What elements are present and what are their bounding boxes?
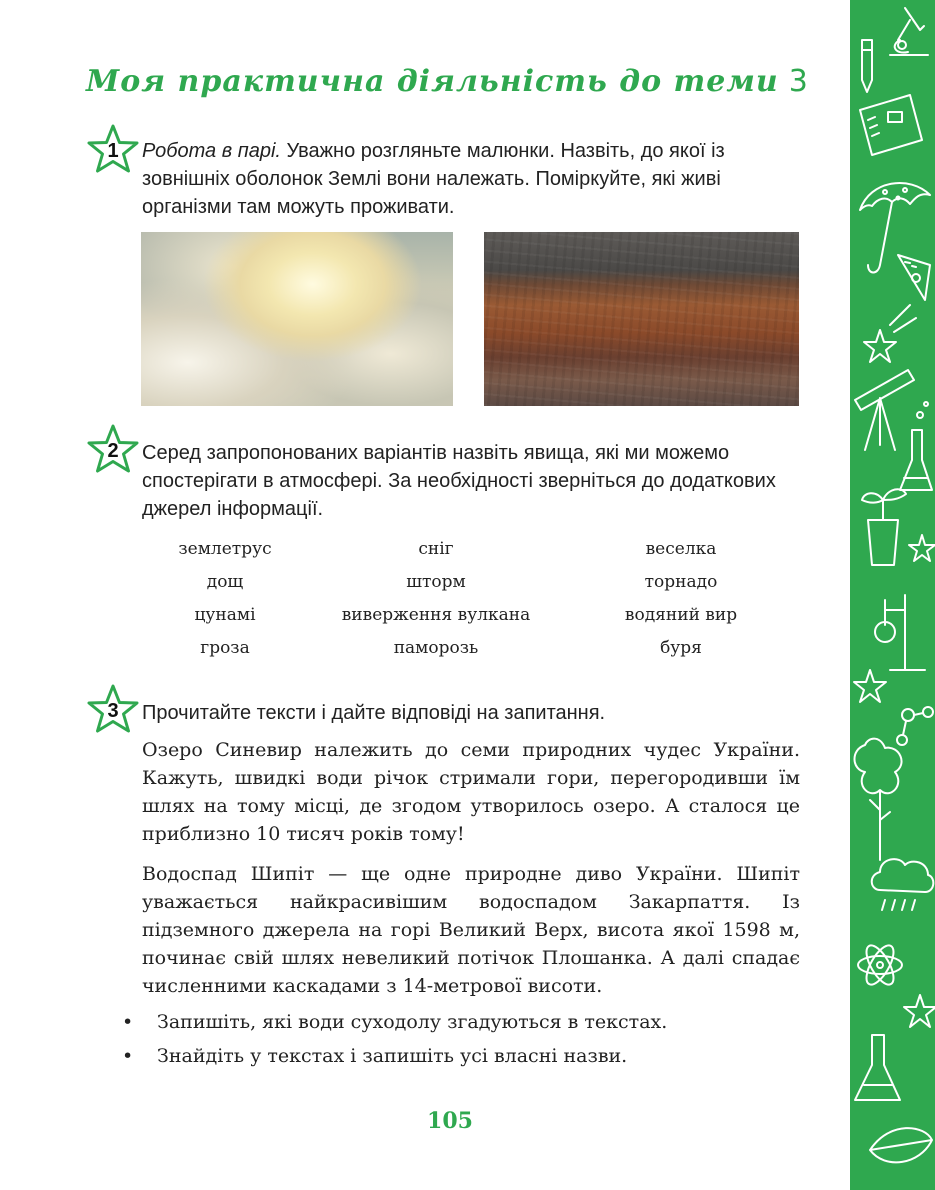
assignment-list <box>122 1008 667 1076</box>
task-1-number: 1 <box>107 140 119 162</box>
task-1-lead: Робота в парі. <box>142 140 281 162</box>
page-title-text: Моя практична діяльність до теми <box>86 64 779 99</box>
phenomenon: паморозь <box>393 637 479 658</box>
bullet: • <box>122 1011 134 1033</box>
star-icon <box>854 670 886 702</box>
star-icon <box>904 995 935 1027</box>
atom-icon <box>858 941 902 988</box>
microscope-icon <box>890 8 928 55</box>
phenomenon: шторм <box>406 571 466 592</box>
task-2-number: 2 <box>107 440 119 462</box>
phenomenon: водяний вир <box>624 604 738 625</box>
phenomenon: виверження вулкана <box>341 604 531 625</box>
phenomena-row <box>140 598 800 631</box>
umbrella-icon <box>860 183 930 273</box>
phenomenon: сніг <box>418 538 454 559</box>
phenomena-list <box>140 532 800 664</box>
flask-icon <box>855 1035 900 1100</box>
task-1-badge <box>86 124 140 178</box>
bullet: • <box>122 1045 134 1067</box>
phenomena-row <box>140 631 800 664</box>
task-2-badge <box>86 424 140 478</box>
pencil-icon <box>862 40 872 92</box>
sprout-icon <box>862 489 906 565</box>
task-2-text: Серед запропонованих варіантів назвіть явища, які ми можемо спостерігати в атмосфері. За необхідності зверніться до додаткових джерел інформації. <box>142 442 776 520</box>
assignment-text: Знайдіть у текстах і запишіть усі власні назви. <box>157 1045 628 1067</box>
telescope-icon <box>855 370 914 450</box>
lab-stand-icon <box>875 595 925 670</box>
assignment-text: Запишіть, які води суходолу згадуються в текстах. <box>157 1011 668 1033</box>
molecule-icon <box>897 707 933 745</box>
text-synevyr: Озеро Синевир належить до семи природних чудес України. Кажуть, швидкі води річок стримали гори, перегородивши їм шлях на тому місці, де згодом утворилось озеро. А сталося це приблизно 10 тисяч років тому! <box>142 739 800 845</box>
task-1-body: Уважно розгляньте малюнки. Назвіть, до якої із зовнішніх оболонок Землі вони належать. Поміркуйте, які живі організми там можуть проживати. <box>142 140 725 218</box>
task-3-text: Прочитайте тексти і дайте відповіді на запитання. <box>142 702 606 724</box>
phenomena-row <box>140 565 800 598</box>
phenomenon: веселка <box>645 538 717 559</box>
decorative-sidebar <box>850 0 935 1190</box>
page-title <box>86 64 809 99</box>
soil-photo <box>484 232 799 406</box>
task-1-text <box>142 137 814 221</box>
task-3-badge <box>86 684 140 738</box>
star-icon <box>909 535 935 561</box>
cloud-rain-icon <box>872 859 934 910</box>
phenomenon: землетрус <box>178 538 272 559</box>
flask-icon <box>900 402 932 490</box>
phenomenon: гроза <box>200 637 250 658</box>
task-3-number: 3 <box>107 700 119 722</box>
tree-icon <box>854 739 901 860</box>
clouds-photo <box>141 232 453 406</box>
phenomenon: цунамі <box>194 604 256 625</box>
assignment-item <box>122 1008 667 1042</box>
ruler-icon <box>898 255 930 300</box>
topic-number: 3 <box>788 64 809 99</box>
leaf-icon <box>870 1128 932 1162</box>
assignment-item <box>122 1042 667 1076</box>
phenomena-row <box>140 532 800 565</box>
phenomenon: дощ <box>206 571 244 592</box>
text-shypit: Водоспад Шипіт — ще одне природне диво України. Шипіт уважається найкрасивішим водоспадом Закарпаття. Із підземного джерела на горі Великий Верх, висота якої 1598 м, починає свій шлях невеликий потічок Плошанка. А далі спадає численними каскадами з 14-метрової висоти. <box>142 863 800 997</box>
star-icon <box>864 305 916 362</box>
phenomenon: торнадо <box>644 571 718 592</box>
phenomenon: буря <box>660 637 702 658</box>
notebook-icon <box>860 95 922 155</box>
page-number: 105 <box>427 1108 473 1134</box>
